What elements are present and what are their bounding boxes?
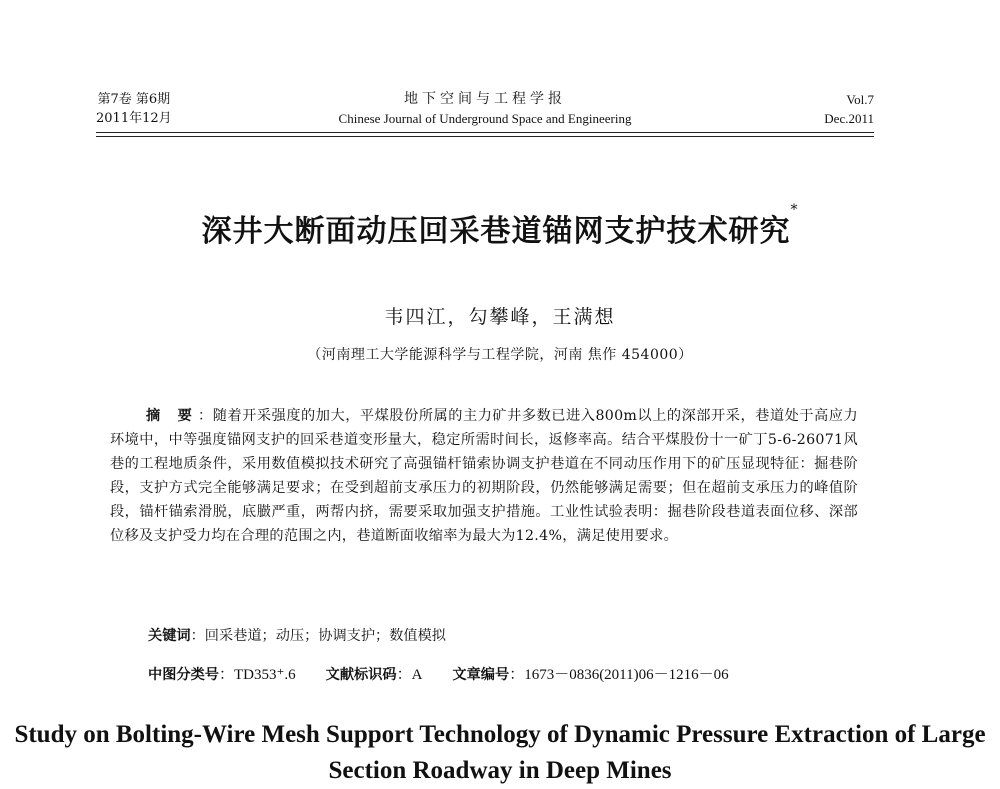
author-list: 韦四江，勾攀峰，王满想 (384, 306, 616, 328)
journal-name-cn: 地下空间与工程学报 (404, 91, 566, 107)
date-en: Dec.2011 (824, 111, 874, 126)
clc-label: 中图分类号 (148, 667, 219, 683)
date-cn: 2011年12月 (96, 111, 172, 126)
header-right (824, 90, 874, 128)
article-title-cn (0, 202, 1000, 250)
doc-code-value: ：A (396, 667, 423, 683)
abstract (110, 404, 858, 548)
header-rule-thick (96, 132, 874, 133)
header-rule-thin (96, 136, 874, 137)
classification-line (148, 663, 868, 684)
abstract-text: ：随着开采强度的加大，平煤股份所属的主力矿井多数已进入800m以上的深部开采，巷道处于高应力环境中，中等强度锚网支护的回采巷道变形量大，稳定所需时间长，返修率高。结合平煤股份十一矿丁5-6-26071风巷的工程地质条件，采用数值模拟技术研究了高强锚杆锚索协调支护巷道在不同动压作用下的矿压显现特征：掘巷阶段，支护方式完全能够满足要求；在受到超前支承压力的初期阶段，仍然能够满足需要；但在超前支承压力的峰值阶段，锚杆锚索滑脱，底臌严重，两帮内挤，需要采取加强支护措施。工业性试验表明：掘巷阶段巷道表面位移、深部位移及支护受力均在合理的范围之内，巷道断面收缩率为最大为12.4%，满足使用要求。 (110, 408, 858, 544)
clc-value: ：TD353⁺.6 (218, 667, 296, 683)
keywords (148, 625, 446, 645)
running-header (96, 90, 874, 130)
article-title-en: Study on Bolting-Wire Mesh Support Technology of Dynamic Pressure Extraction of Large Section Roadway in Deep Mines (14, 721, 986, 784)
volume-issue-cn: 第7卷 第6期 (97, 92, 171, 107)
journal-name-en: Chinese Journal of Underground Space and Engineering (338, 111, 632, 126)
header-center (96, 90, 874, 128)
title-footnote-mark: * (790, 202, 799, 218)
article-no-label: 文章编号 (452, 667, 510, 683)
abstract-label: 摘 要 (146, 408, 199, 424)
volume-en: Vol.7 (846, 92, 874, 107)
title-text: 深井大断面动压回采巷道锚网支护技术研究 (201, 214, 791, 249)
affiliation: （河南理工大学能源科学与工程学院，河南 焦作 454000） (307, 347, 693, 363)
keywords-label: 关键词 (148, 628, 191, 644)
article-no-value: ：1673－0836(2011)06－1216－06 (509, 667, 729, 683)
keywords-text: ：回采巷道；动压；协调支护；数值模拟 (190, 628, 446, 644)
doc-code-label: 文献标识码 (325, 667, 397, 683)
